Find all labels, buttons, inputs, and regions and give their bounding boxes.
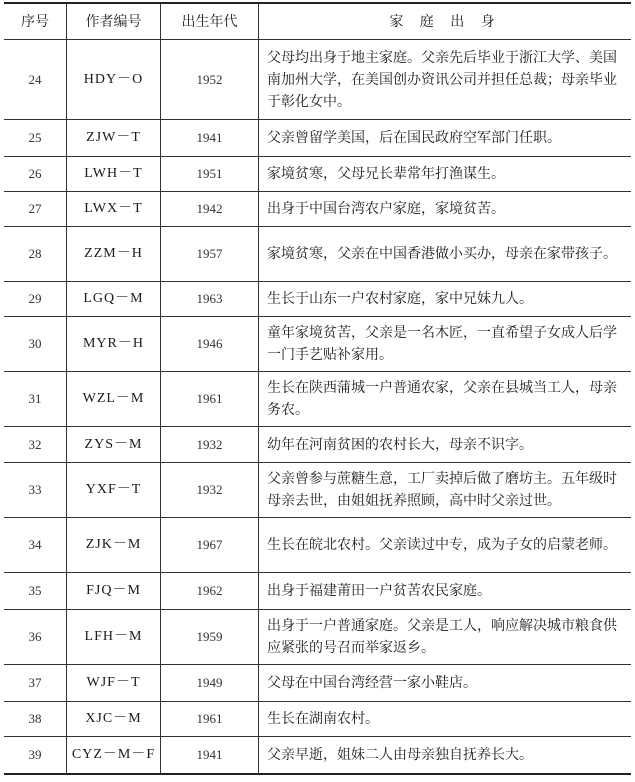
family-background-cell: 幼年在河南贫困的农村长大，母亲不识字。 (258, 427, 631, 462)
seq-cell: 39 (28, 747, 42, 762)
author-code-cell: YXF－T (66, 463, 160, 517)
seq-cell: 34 (28, 537, 42, 552)
family-background-cell: 生长在陕西蒲城一户普通农家，父亲在县城当工人，母亲务农。 (258, 372, 631, 426)
table-row (4, 702, 631, 737)
author-code-cell: ZJW－T (66, 120, 160, 156)
birth-year-cell: 1961 (160, 702, 258, 736)
table-row (4, 192, 631, 227)
header-author-code: 作者编号 (66, 4, 160, 39)
table-row (4, 120, 631, 157)
seq-cell: 29 (28, 291, 42, 306)
table-row (4, 737, 631, 773)
table-row (4, 317, 631, 372)
birth-year-cell: 1957 (160, 227, 258, 281)
author-code-cell: ZZM－H (66, 227, 160, 281)
seq-cell: 27 (28, 201, 42, 216)
birth-year-cell: 1963 (160, 282, 258, 316)
table-row (4, 573, 631, 610)
family-background-cell: 父亲曾参与蔗糖生意，工厂卖掉后做了磨坊主。五年级时母亲去世，由姐姐抚养照顾，高中时父亲过世。 (258, 463, 631, 517)
birth-year-cell: 1941 (160, 120, 258, 156)
family-background-cell: 家境贫寒，父亲在中国香港做小买办，母亲在家带孩子。 (258, 227, 631, 281)
birth-year-cell: 1932 (160, 427, 258, 462)
birth-year-cell: 1959 (160, 610, 258, 664)
author-code-cell: ZYS－M (66, 427, 160, 462)
family-background-cell: 父母均出身于地主家庭。父亲先后毕业于浙江大学、美国南加州大学，在美国创办资讯公司并担任总裁；母亲毕业于彰化女中。 (258, 40, 631, 119)
table-row (4, 282, 631, 317)
table-row (4, 40, 631, 120)
family-background-cell: 生长于山东一户农村家庭，家中兄妹九人。 (258, 282, 631, 316)
family-background-cell: 父母在中国台湾经营一家小鞋店。 (258, 665, 631, 701)
author-code-cell: CYZ－M－F (66, 737, 160, 773)
birth-year-cell: 1949 (160, 665, 258, 701)
birth-year-cell: 1946 (160, 317, 258, 371)
birth-year-cell: 1962 (160, 573, 258, 609)
seq-cell: 26 (28, 166, 42, 181)
seq-cell: 25 (28, 130, 42, 145)
family-background-cell: 出身于一户普通家庭。父亲是工人，响应解决城市粮食供应紧张的号召而举家返乡。 (258, 610, 631, 664)
birth-year-cell: 1951 (160, 157, 258, 191)
table-row (4, 157, 631, 192)
birth-year-cell: 1942 (160, 192, 258, 226)
table-row (4, 427, 631, 463)
family-background-cell: 生长在湖南农村。 (258, 702, 631, 736)
table-row (4, 665, 631, 702)
author-code-cell: MYR－H (66, 317, 160, 371)
seq-cell: 30 (28, 336, 42, 351)
table-row (4, 518, 631, 573)
seq-cell: 33 (28, 482, 42, 497)
family-background-cell: 生长在皖北农村。父亲读过中专，成为子女的启蒙老师。 (258, 518, 631, 572)
author-code-cell: FJQ－M (66, 573, 160, 609)
table-body (4, 40, 631, 773)
author-code-cell: LFH－M (66, 610, 160, 664)
family-background-cell: 出身于福建莆田一户贫苦农民家庭。 (258, 573, 631, 609)
header-seq: 序号 (21, 13, 49, 30)
family-background-cell: 童年家境贫苦，父亲是一名木匠，一直希望子女成人后学一门手艺贴补家用。 (258, 317, 631, 371)
seq-cell: 32 (28, 436, 42, 452)
seq-cell: 36 (28, 629, 42, 644)
seq-cell: 38 (28, 711, 42, 726)
table-row (4, 610, 631, 665)
family-background-cell: 家境贫寒，父母兄长辈常年打渔谋生。 (258, 157, 631, 191)
seq-cell: 37 (28, 675, 42, 690)
table-row (4, 372, 631, 427)
family-background-cell: 父亲早逝，姐妹二人由母亲独自抚养长大。 (258, 737, 631, 773)
birth-year-cell: 1967 (160, 518, 258, 572)
author-code-cell: ZJK－M (66, 518, 160, 572)
seq-cell: 35 (28, 583, 42, 598)
header-birth-decade: 出生年代 (160, 4, 258, 39)
author-code-cell: HDY－O (66, 40, 160, 119)
birth-year-cell: 1932 (160, 463, 258, 517)
family-background-table (4, 2, 631, 775)
birth-year-cell: 1941 (160, 737, 258, 773)
author-code-cell: WJF－T (66, 665, 160, 701)
author-code-cell: LWX－T (66, 192, 160, 226)
author-code-cell: XJC－M (66, 702, 160, 736)
author-code-cell: LGQ－M (66, 282, 160, 316)
birth-year-cell: 1952 (160, 40, 258, 119)
seq-cell: 24 (28, 71, 42, 87)
table-row (4, 463, 631, 518)
author-code-cell: LWH－T (66, 157, 160, 191)
seq-cell: 28 (28, 246, 42, 261)
family-background-cell: 父亲曾留学美国，后在国民政府空军部门任职。 (258, 120, 631, 156)
author-code-cell: WZL－M (66, 372, 160, 426)
seq-cell: 31 (28, 391, 42, 406)
table-header-row (4, 4, 631, 40)
table-row (4, 227, 631, 282)
header-family-background: 家 庭 出 身 (258, 4, 631, 39)
birth-year-cell: 1961 (160, 372, 258, 426)
family-background-cell: 出身于中国台湾农户家庭，家境贫苦。 (258, 192, 631, 226)
